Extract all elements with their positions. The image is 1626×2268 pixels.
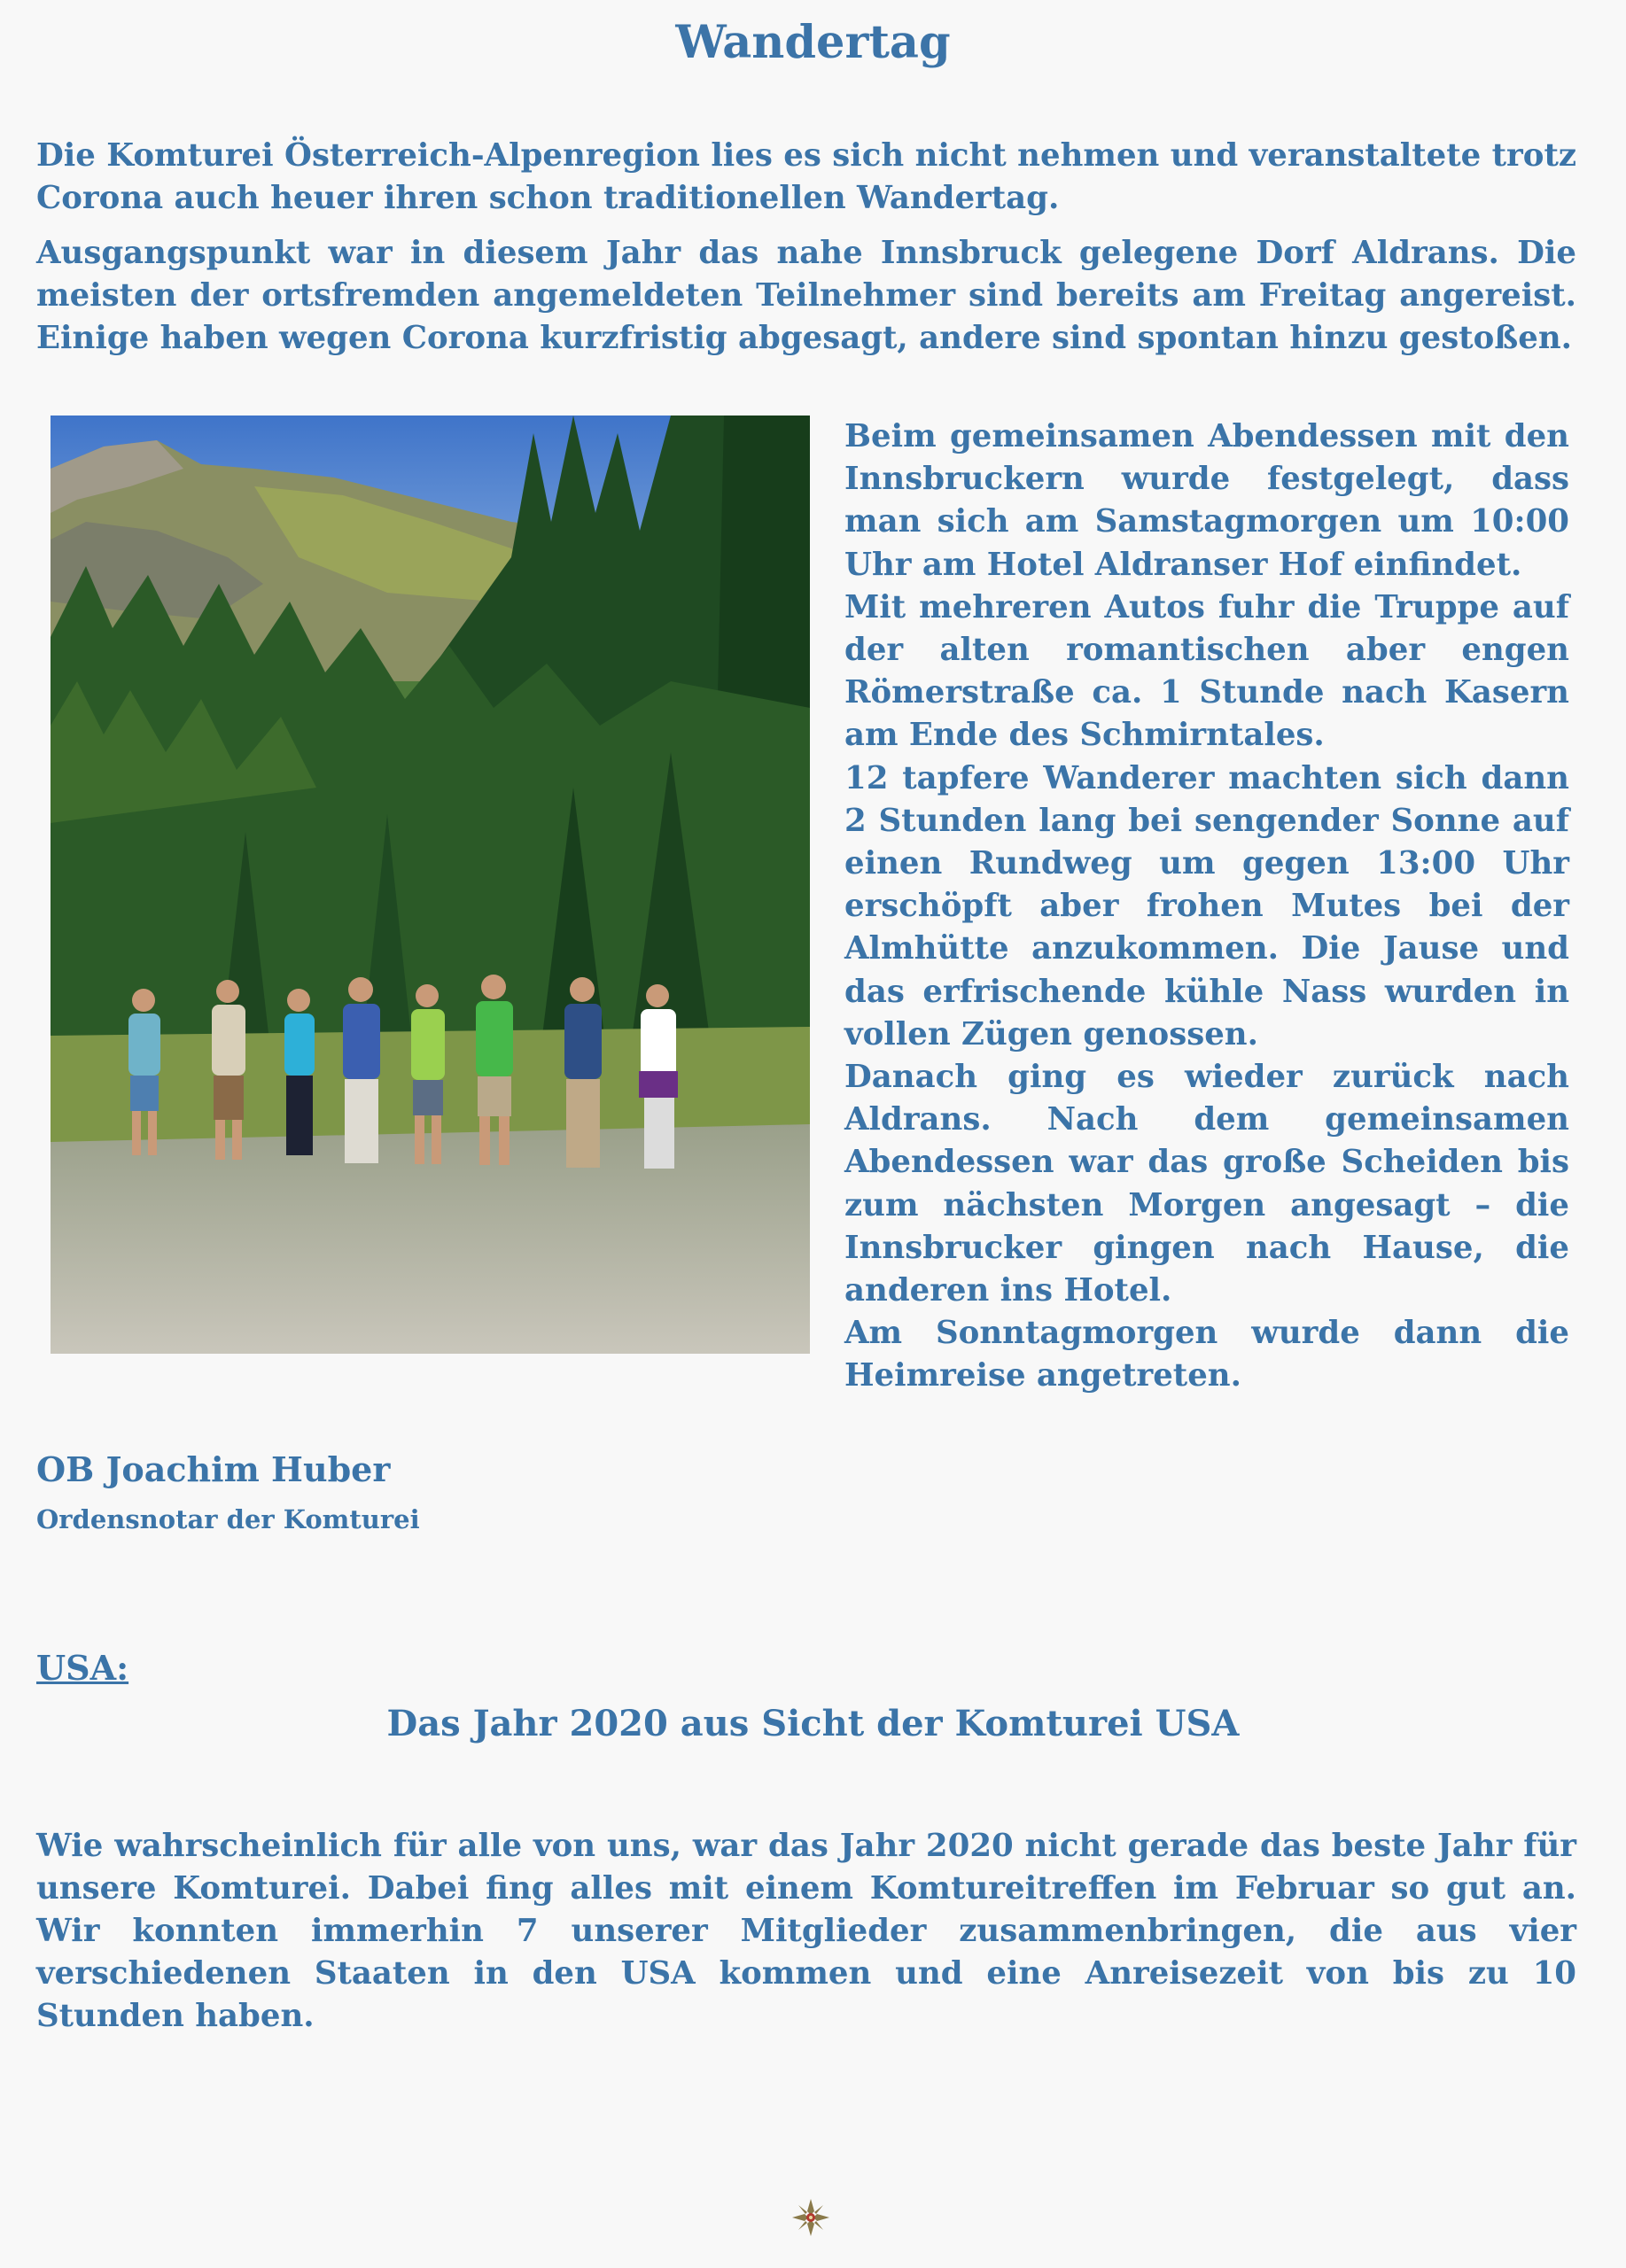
signature-name: OB Joachim Huber: [36, 1449, 391, 1489]
report-paragraph: Danach ging es wieder zurück nach Aldrans. Nach dem gemeinsamen Abendessen war das große Scheiden bis zum nächsten Morgen angesagt – die Innsbrucker gingen nach Hause, die anderen ins Hotel.: [844, 1059, 1569, 1309]
event-report-column: [844, 416, 1569, 1398]
report-paragraph: 12 tapfere Wanderer machten sich dann 2 Stunden lang bei sengender Sonne auf einen Rundweg um gegen 13:00 Uhr erschöpft aber frohen Mutes bei der Almhütte anzukommen. Die Jause und das erfrischende kühle Nass wurden in vollen Zügen genossen.: [844, 759, 1569, 1052]
intro-paragraph-2: Ausgangspunkt war in diesem Jahr das nahe Innsbruck gelegene Dorf Aldrans. Die meisten der ortsfremden angemeldeten Teilnehmer sind bereits am Freitag angereist. Einige haben wegen Corona kurzfristig abgesagt, andere sind spontan hinzu gestoßen.: [36, 235, 1576, 356]
page-title: Wandertag: [675, 16, 951, 69]
section-label-usa: USA:: [36, 1648, 129, 1688]
order-cross-emblem-icon: [789, 2195, 833, 2240]
report-paragraph: Beim gemeinsamen Abendessen mit den Innsbruckern wurde festgelegt, dass man sich am Samstagmorgen um 10:00 Uhr am Hotel Aldranser Hof einfindet.: [844, 418, 1569, 583]
intro-paragraph-1: Die Komturei Österreich-Alpenregion lies es sich nicht nehmen und veranstaltete trotz Corona auch heuer ihren schon traditionellen Wandertag.: [36, 137, 1576, 216]
section-title-usa: Das Jahr 2020 aus Sicht der Komturei USA: [386, 1703, 1240, 1744]
group-hiking-photo: [51, 416, 810, 1354]
signature-role: Ordensnotar der Komturei: [36, 1504, 420, 1534]
report-paragraph: Am Sonntagmorgen wurde dann die Heimreise angetreten.: [844, 1315, 1569, 1394]
report-paragraph: Mit mehreren Autos fuhr die Truppe auf der alten romantischen aber engen Römerstraße ca. 1 Stunde nach Kasern am Ende des Schmirntales.: [844, 588, 1569, 754]
usa-paragraph: Wie wahrscheinlich für alle von uns, war das Jahr 2020 nicht gerade das beste Jahr für unsere Komturei. Dabei fing alles mit einem Komtureitreffen im Februar so gut an. Wir konnten immerhin 7 unserer Mitglieder zusammenbringen, die aus vier verschiedenen Staaten in den USA kommen und eine Anreisezeit von bis zu 10 Stunden haben.: [36, 1828, 1576, 2034]
